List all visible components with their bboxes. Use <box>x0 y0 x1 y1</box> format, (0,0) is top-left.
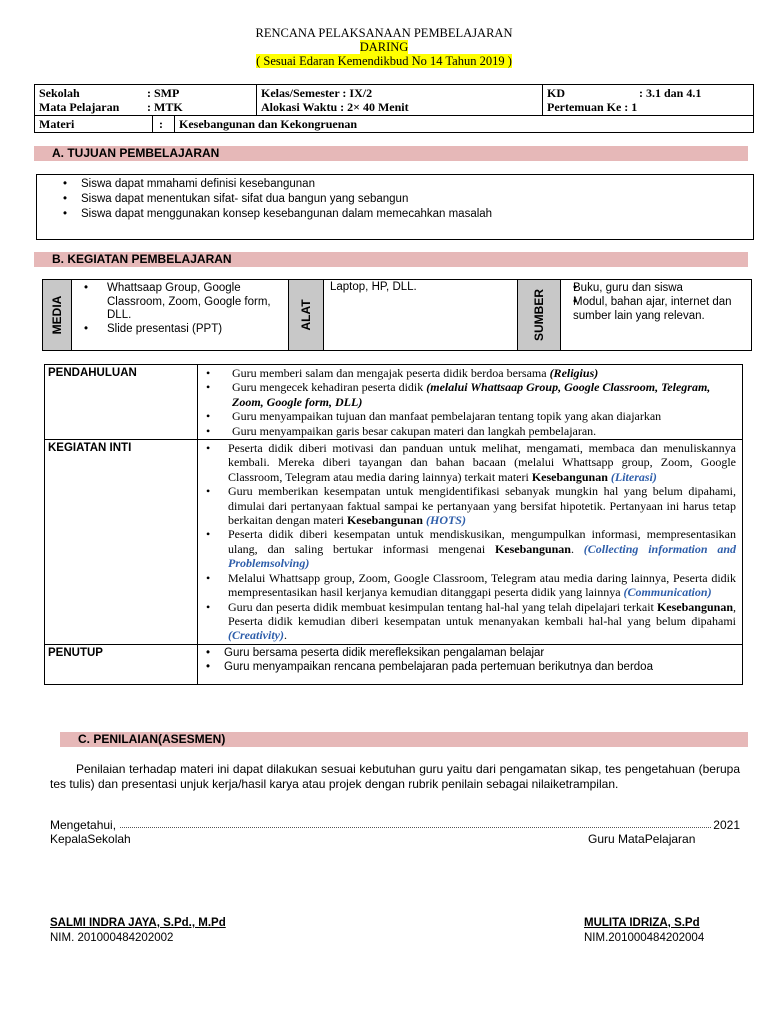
kegiatan-table <box>44 364 743 685</box>
section-b-title: B. KEGIATAN PEMBELAJARAN <box>34 252 748 267</box>
sumber-label-cell <box>517 279 561 351</box>
identity-table <box>34 84 754 133</box>
materi-colon: : <box>153 116 175 132</box>
tujuan-list <box>37 177 753 222</box>
alat-label-cell <box>288 279 324 351</box>
document-note: ( Sesuai Edaran Kemendikbud No 14 Tahun 2019 ) <box>256 54 512 68</box>
alat-label: ALAT <box>299 299 313 331</box>
kepala-sekolah-label: KepalaSekolah <box>50 832 131 846</box>
document-title: RENCANA PELAKSANAAN PEMBELAJARAN <box>255 26 513 40</box>
creativity-tag: (Creativity) <box>228 628 284 643</box>
document-subtitle: DARING <box>359 40 409 54</box>
penilaian-paragraph: Penilaian terhadap materi ini dapat dilakukan sesuai kebutuhan guru yaitu dari pengamatan sikap, tes pengetahuan (berupa tes tulis) dan presentasi unjuk kerja/hasil karya atau projek dengan rubrik penilain sebagai nilaiketrampilan. <box>50 762 740 791</box>
list-item: • Siswa dapat menentukan sifat- sifat dua bangun yang sebangun <box>51 192 753 207</box>
penutup-label: PENUTUP <box>45 644 198 684</box>
pendahuluan-label: PENDAHULUAN <box>45 365 198 440</box>
list-item: • Guru menyampaikan tujuan dan manfaat pembelajaran tentang topik yang akan diajarkan <box>202 409 736 423</box>
kepala-nim: NIM. 201000484202002 <box>50 932 174 944</box>
kelas-value: Kelas/Semester : IX/2 <box>261 86 373 100</box>
religius-tag: (Religius) <box>549 366 599 380</box>
list-item: • Modul, bahan ajar, internet dan sumber lain yang relevan. <box>561 295 751 323</box>
media-table <box>42 279 752 351</box>
communication-tag: (Communication) <box>623 585 712 600</box>
guru-label: Guru MataPelajaran <box>588 832 696 846</box>
media-label: MEDIA <box>50 295 64 335</box>
collecting-tag: (Collecting information and Problemsolving) <box>228 541 737 571</box>
list-item: • Whattsaap Group, Google Classroom, Zoom, Google form, DLL. <box>72 282 288 323</box>
alat-content <box>323 279 518 351</box>
sumber-content <box>560 279 752 351</box>
hots-tag: (HOTS) <box>425 513 466 528</box>
alat-value: Laptop, HP, DLL. <box>330 281 417 293</box>
list-item: • Guru memberikan kesempatan untuk mengidentifikasi sebanyak mungkin hal yang belum dipahami, dimulai dari pertanyaan faktual sampai ke pertanyaan yang bersifat hipotetik. Pertanyaan ini harus tetap berkaitan dengan materi Kesebangunan (HOTS) <box>202 484 736 527</box>
mengetahui-line <box>50 818 740 832</box>
sumber-label: SUMBER <box>532 288 546 342</box>
list-item: • Guru dan peserta didik membuat kesimpulan tentang hal-hal yang telah dipelajari terkait Kesebangunan, Peserta didik kemudian diberi kesempatan untuk menanyakan kembali hal-hal yang belum dipahami (Creativity). <box>202 600 736 643</box>
sekolah-value: : SMP <box>147 86 180 100</box>
materi-label: Materi <box>35 116 153 132</box>
sekolah-label: Sekolah <box>39 86 80 100</box>
list-item: • Melalui Whattsapp group, Zoom, Google Classroom, Telegram atau media daring lainnya, Peserta didik mempresentasikan hasil kerjanya kemudian ditanggapi peserta didik yang lainnya (Communication) <box>202 571 736 600</box>
list-item: • Guru menyampaikan rencana pembelajaran pada pertemuan berikutnya dan berdoa <box>202 660 736 674</box>
media-label-cell <box>42 279 72 351</box>
kd-value: : 3.1 dan 4.1 <box>639 86 702 100</box>
mengetahui-label: Mengetahui, <box>50 818 117 832</box>
list-item: • Siswa dapat menggunakan konsep kesebangunan dalam memecahkan masalah <box>51 207 753 222</box>
mapel-value: : MTK <box>147 100 183 114</box>
kepala-name: SALMI INDRA JAYA, S.Pd., M.Pd <box>50 917 226 929</box>
section-a-title: A. TUJUAN PEMBELAJARAN <box>34 146 748 161</box>
inti-label: KEGIATAN INTI <box>45 440 198 645</box>
alokasi-value: Alokasi Waktu : 2× 40 Menit <box>261 100 409 114</box>
signature-year: 2021 <box>713 818 740 832</box>
list-item: • Siswa dapat mmahami definisi kesebangunan <box>51 177 753 192</box>
list-item: • Guru menyampaikan garis besar cakupan materi dan langkah pembelajaran. <box>202 424 736 438</box>
materi-value: Kesebangunan dan Kekongruenan <box>179 117 358 131</box>
list-item: • Peserta didik diberi kesempatan untuk mendiskusikan, mengumpulkan informasi, mempresentasikan ulang, dan saling bertukar informasi mengenai Kesebangunan. (Collecting information and Problemsolving) <box>202 527 736 570</box>
list-item: • Slide presentasi (PPT) <box>72 323 288 337</box>
list-item: • Guru mengecek kehadiran peserta didik (melalui Whattsaap Group, Google Classroom, Telegram, Zoom, Google form, DLL) <box>202 380 736 409</box>
list-item: • Peserta didik diberi motivasi dan panduan untuk melihat, mengamati, membaca dan menuliskannya kembali. Mereka diberi tayangan dan bahan bacaan (melalui Whattsapp group, Zoom, Google Classroom, Telegram atau media daring lainnya) terkait materi Kesebangunan (Literasi) <box>202 441 736 484</box>
list-item: • Buku, guru dan siswa <box>561 281 751 295</box>
guru-name: MULITA IDRIZA, S.Pd <box>584 917 700 929</box>
list-item: • Guru memberi salam dan mengajak peserta didik berdoa bersama (Religius) <box>202 366 736 380</box>
section-c-title: C. PENILAIAN(ASESMEN) <box>60 732 748 747</box>
pertemuan-value: Pertemuan Ke : 1 <box>547 100 638 114</box>
kd-label: KD <box>547 86 565 100</box>
dotted-fill <box>120 818 711 828</box>
media-tag: (melalui Whattsaap Group, Google Classroom, Telegram, Zoom, Google form, DLL) <box>232 380 711 409</box>
table-row <box>45 365 743 440</box>
guru-nim: NIM.201000484202004 <box>584 932 705 944</box>
list-item: • Guru bersama peserta didik merefleksikan pengalaman belajar <box>202 646 736 660</box>
media-content <box>71 279 289 351</box>
table-row <box>45 644 743 684</box>
literasi-tag: (Literasi) <box>610 469 657 484</box>
table-row <box>45 440 743 645</box>
tujuan-box <box>36 174 754 240</box>
mapel-label: Mata Pelajaran <box>39 100 120 114</box>
document-header <box>0 26 768 68</box>
